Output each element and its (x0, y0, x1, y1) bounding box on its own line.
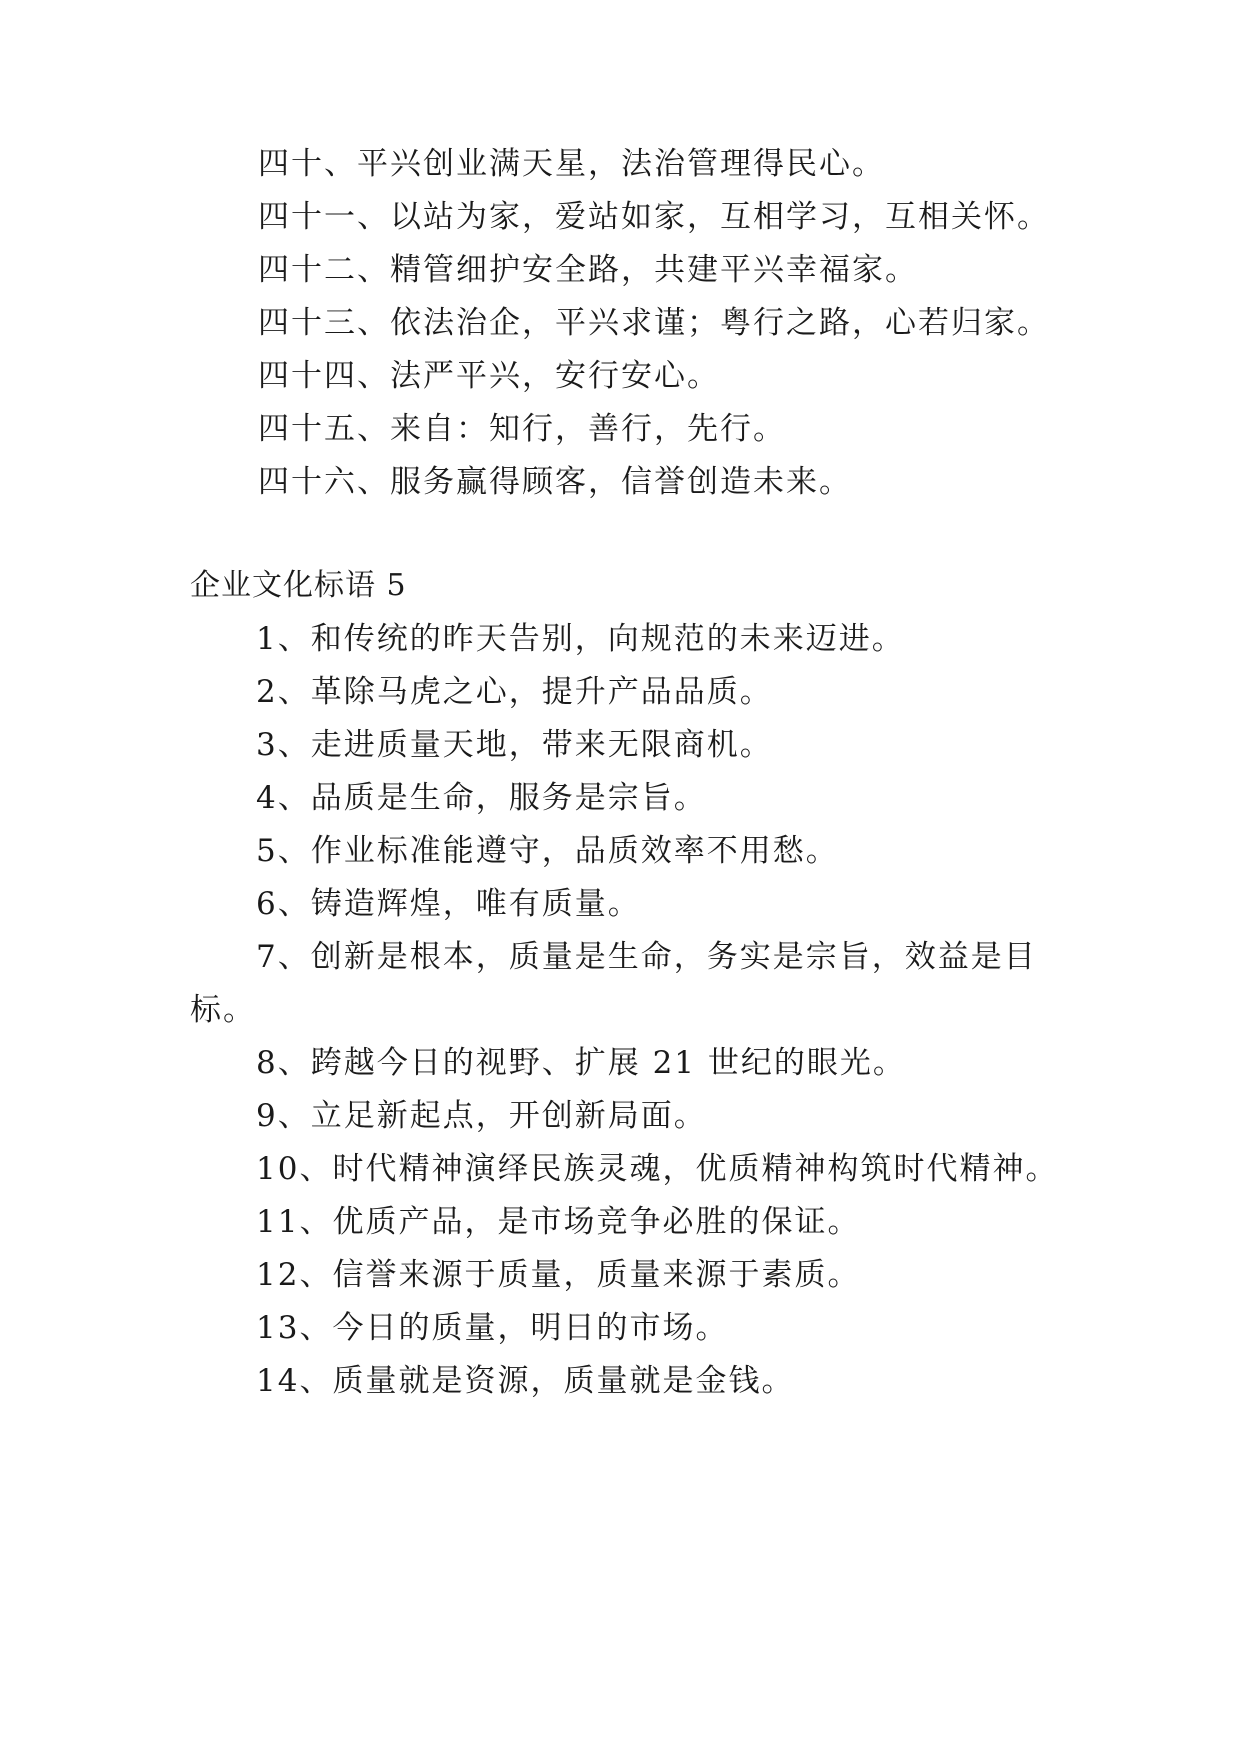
slogan-item: 7、创新是根本，质量是生命，务实是宗旨，效益是目 (256, 939, 1037, 975)
slogan-item: 4、品质是生命，服务是宗旨。 (256, 780, 707, 816)
slogan-item: 1、和传统的昨天告别，向规范的未来迈进。 (256, 621, 905, 657)
slogan-item: 10、时代精神演绎民族灵魂，优质精神构筑时代精神。 (256, 1151, 1059, 1187)
slogan-item: 8、跨越今日的视野、扩展 21 世纪的眼光。 (256, 1045, 906, 1081)
section-heading: 企业文化标语 5 (190, 568, 407, 603)
slogan-item: 四十四、法严平兴，安行安心。 (258, 358, 720, 394)
slogan-item: 5、作业标准能遵守，品质效率不用愁。 (256, 833, 839, 869)
slogan-item: 6、铸造辉煌，唯有质量。 (256, 886, 641, 922)
slogan-item: 四十六、服务赢得顾客，信誉创造未来。 (258, 464, 852, 500)
slogan-item: 12、信誉来源于质量，质量来源于素质。 (256, 1257, 861, 1293)
slogan-item: 14、质量就是资源，质量就是金钱。 (256, 1363, 795, 1399)
slogan-item-continuation: 标。 (190, 992, 256, 1028)
slogan-item: 四十、平兴创业满天星，法治管理得民心。 (258, 146, 885, 182)
slogan-item: 四十五、来自：知行，善行，先行。 (258, 411, 786, 447)
slogan-item: 13、今日的质量，明日的市场。 (256, 1310, 729, 1346)
slogan-item: 11、优质产品，是市场竞争必胜的保证。 (256, 1204, 861, 1240)
slogan-item: 2、革除马虎之心，提升产品品质。 (256, 674, 773, 710)
slogan-item: 四十二、精管细护安全路，共建平兴幸福家。 (258, 252, 918, 288)
slogan-item: 3、走进质量天地，带来无限商机。 (256, 727, 773, 763)
slogan-item: 四十一、以站为家，爱站如家，互相学习，互相关怀。 (258, 199, 1050, 235)
slogan-item: 9、立足新起点，开创新局面。 (256, 1098, 707, 1134)
slogan-item: 四十三、依法治企，平兴求谨；粤行之路，心若归家。 (258, 305, 1050, 341)
